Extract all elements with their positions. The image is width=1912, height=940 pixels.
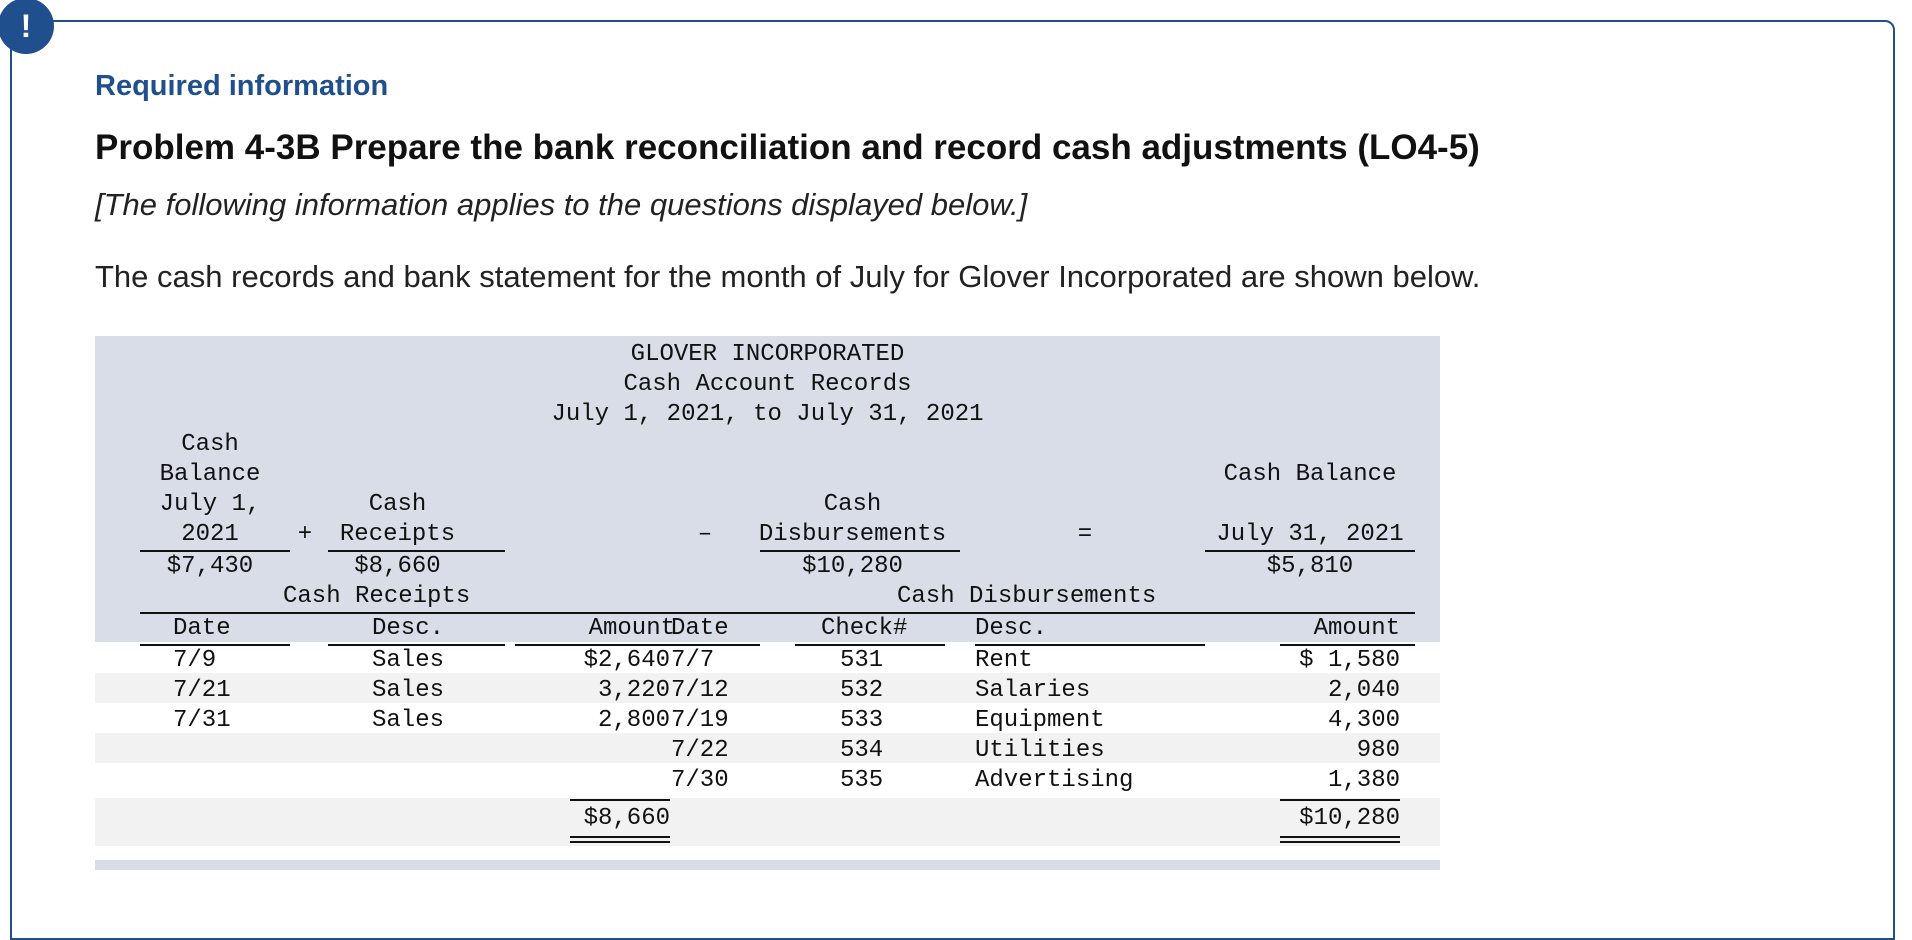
receipt-date: 7/9 — [173, 647, 217, 674]
disb-amount: 2,040 — [1327, 677, 1400, 704]
info-note: [The following information applies to the questions displayed below.] — [95, 187, 1028, 222]
disb-date: 7/22 — [671, 737, 729, 764]
disb-date: 7/30 — [671, 767, 729, 794]
disb-check-header: Check# — [821, 615, 908, 642]
beg-balance-value: $7,430 — [166, 553, 254, 580]
receipt-desc: Sales — [372, 677, 445, 704]
receipt-amount: 3,220 — [597, 677, 670, 704]
disb-check: 533 — [840, 707, 884, 734]
beg-balance-label-3: July 1, — [159, 491, 261, 518]
receipt-date: 7/21 — [173, 677, 231, 704]
receipts-total: $8,660 — [583, 805, 670, 832]
cash-account-records-table — [95, 336, 1440, 868]
disbursements-value: $10,280 — [802, 553, 903, 580]
beg-balance-label-4: 2021 — [181, 521, 239, 548]
disb-amount: 1,380 — [1327, 767, 1400, 794]
disb-date: 7/12 — [671, 677, 729, 704]
total-double-underline — [1280, 836, 1400, 843]
disb-amount: 980 — [1356, 737, 1400, 764]
plus-sign: + — [297, 521, 313, 548]
receipt-amount: $2,640 — [583, 647, 670, 674]
total-underline — [1280, 799, 1400, 801]
minus-sign: – — [697, 521, 713, 548]
report-period: July 1, 2021, to July 31, 2021 — [551, 401, 984, 428]
problem-title: Problem 4-3B Prepare the bank reconciliation and record cash adjustments (LO4-5) — [95, 128, 1480, 167]
beg-balance-label-1: Cash — [181, 431, 239, 458]
disb-check: 535 — [840, 767, 884, 794]
receipt-date: 7/31 — [173, 707, 231, 734]
report-title: Cash Account Records — [623, 371, 912, 398]
disb-date: 7/19 — [671, 707, 729, 734]
disbursements-total: $10,280 — [1299, 805, 1400, 832]
table-bottom-band — [95, 860, 1440, 870]
equals-sign: = — [1077, 521, 1093, 548]
exclamation-icon: ! — [0, 0, 54, 54]
required-information-label: Required information — [95, 70, 389, 102]
receipts-label-1: Cash — [368, 491, 427, 518]
disb-date-header: Date — [671, 615, 729, 642]
receipt-desc: Sales — [372, 707, 445, 734]
disb-desc: Salaries — [975, 677, 1091, 704]
end-balance-label-1: Cash Balance — [1223, 461, 1397, 488]
company-name: GLOVER INCORPORATED — [630, 341, 905, 368]
disb-check: 534 — [840, 737, 884, 764]
cash-disbursements-title: Cash Disbursements — [897, 583, 1157, 610]
receipt-desc: Sales — [372, 647, 445, 674]
receipts-label-2: Receipts — [339, 521, 456, 548]
disbursements-label-2: Disbursements — [758, 521, 947, 548]
receipts-value: $8,660 — [354, 553, 441, 580]
receipts-desc-header: Desc. — [372, 615, 445, 642]
disb-amount-header: Amount — [1313, 615, 1400, 642]
receipt-amount: 2,800 — [597, 707, 670, 734]
disb-desc: Rent — [975, 647, 1033, 674]
disb-check: 532 — [840, 677, 884, 704]
disb-desc: Utilities — [975, 737, 1105, 764]
disb-desc-header: Desc. — [975, 615, 1048, 642]
receipts-date-header: Date — [173, 615, 231, 642]
receipts-amount-header: Amount — [588, 615, 675, 642]
disb-amount: 4,300 — [1327, 707, 1400, 734]
beg-balance-label-2: Balance — [159, 461, 261, 488]
cash-receipts-title: Cash Receipts — [283, 583, 471, 610]
disb-check: 531 — [840, 647, 884, 674]
total-double-underline — [570, 836, 670, 843]
total-underline — [570, 799, 670, 801]
end-balance-label-2: July 31, 2021 — [1216, 521, 1404, 548]
disb-amount: $ 1,580 — [1299, 647, 1400, 674]
disbursements-label-1: Cash — [823, 491, 882, 518]
disb-desc: Equipment — [975, 707, 1105, 734]
intro-text: The cash records and bank statement for the month of July for Glover Incorporated are shown below. — [95, 259, 1481, 294]
disb-date: 7/7 — [671, 647, 715, 674]
disb-desc: Advertising — [975, 767, 1134, 794]
end-balance-value: $5,810 — [1266, 553, 1354, 580]
